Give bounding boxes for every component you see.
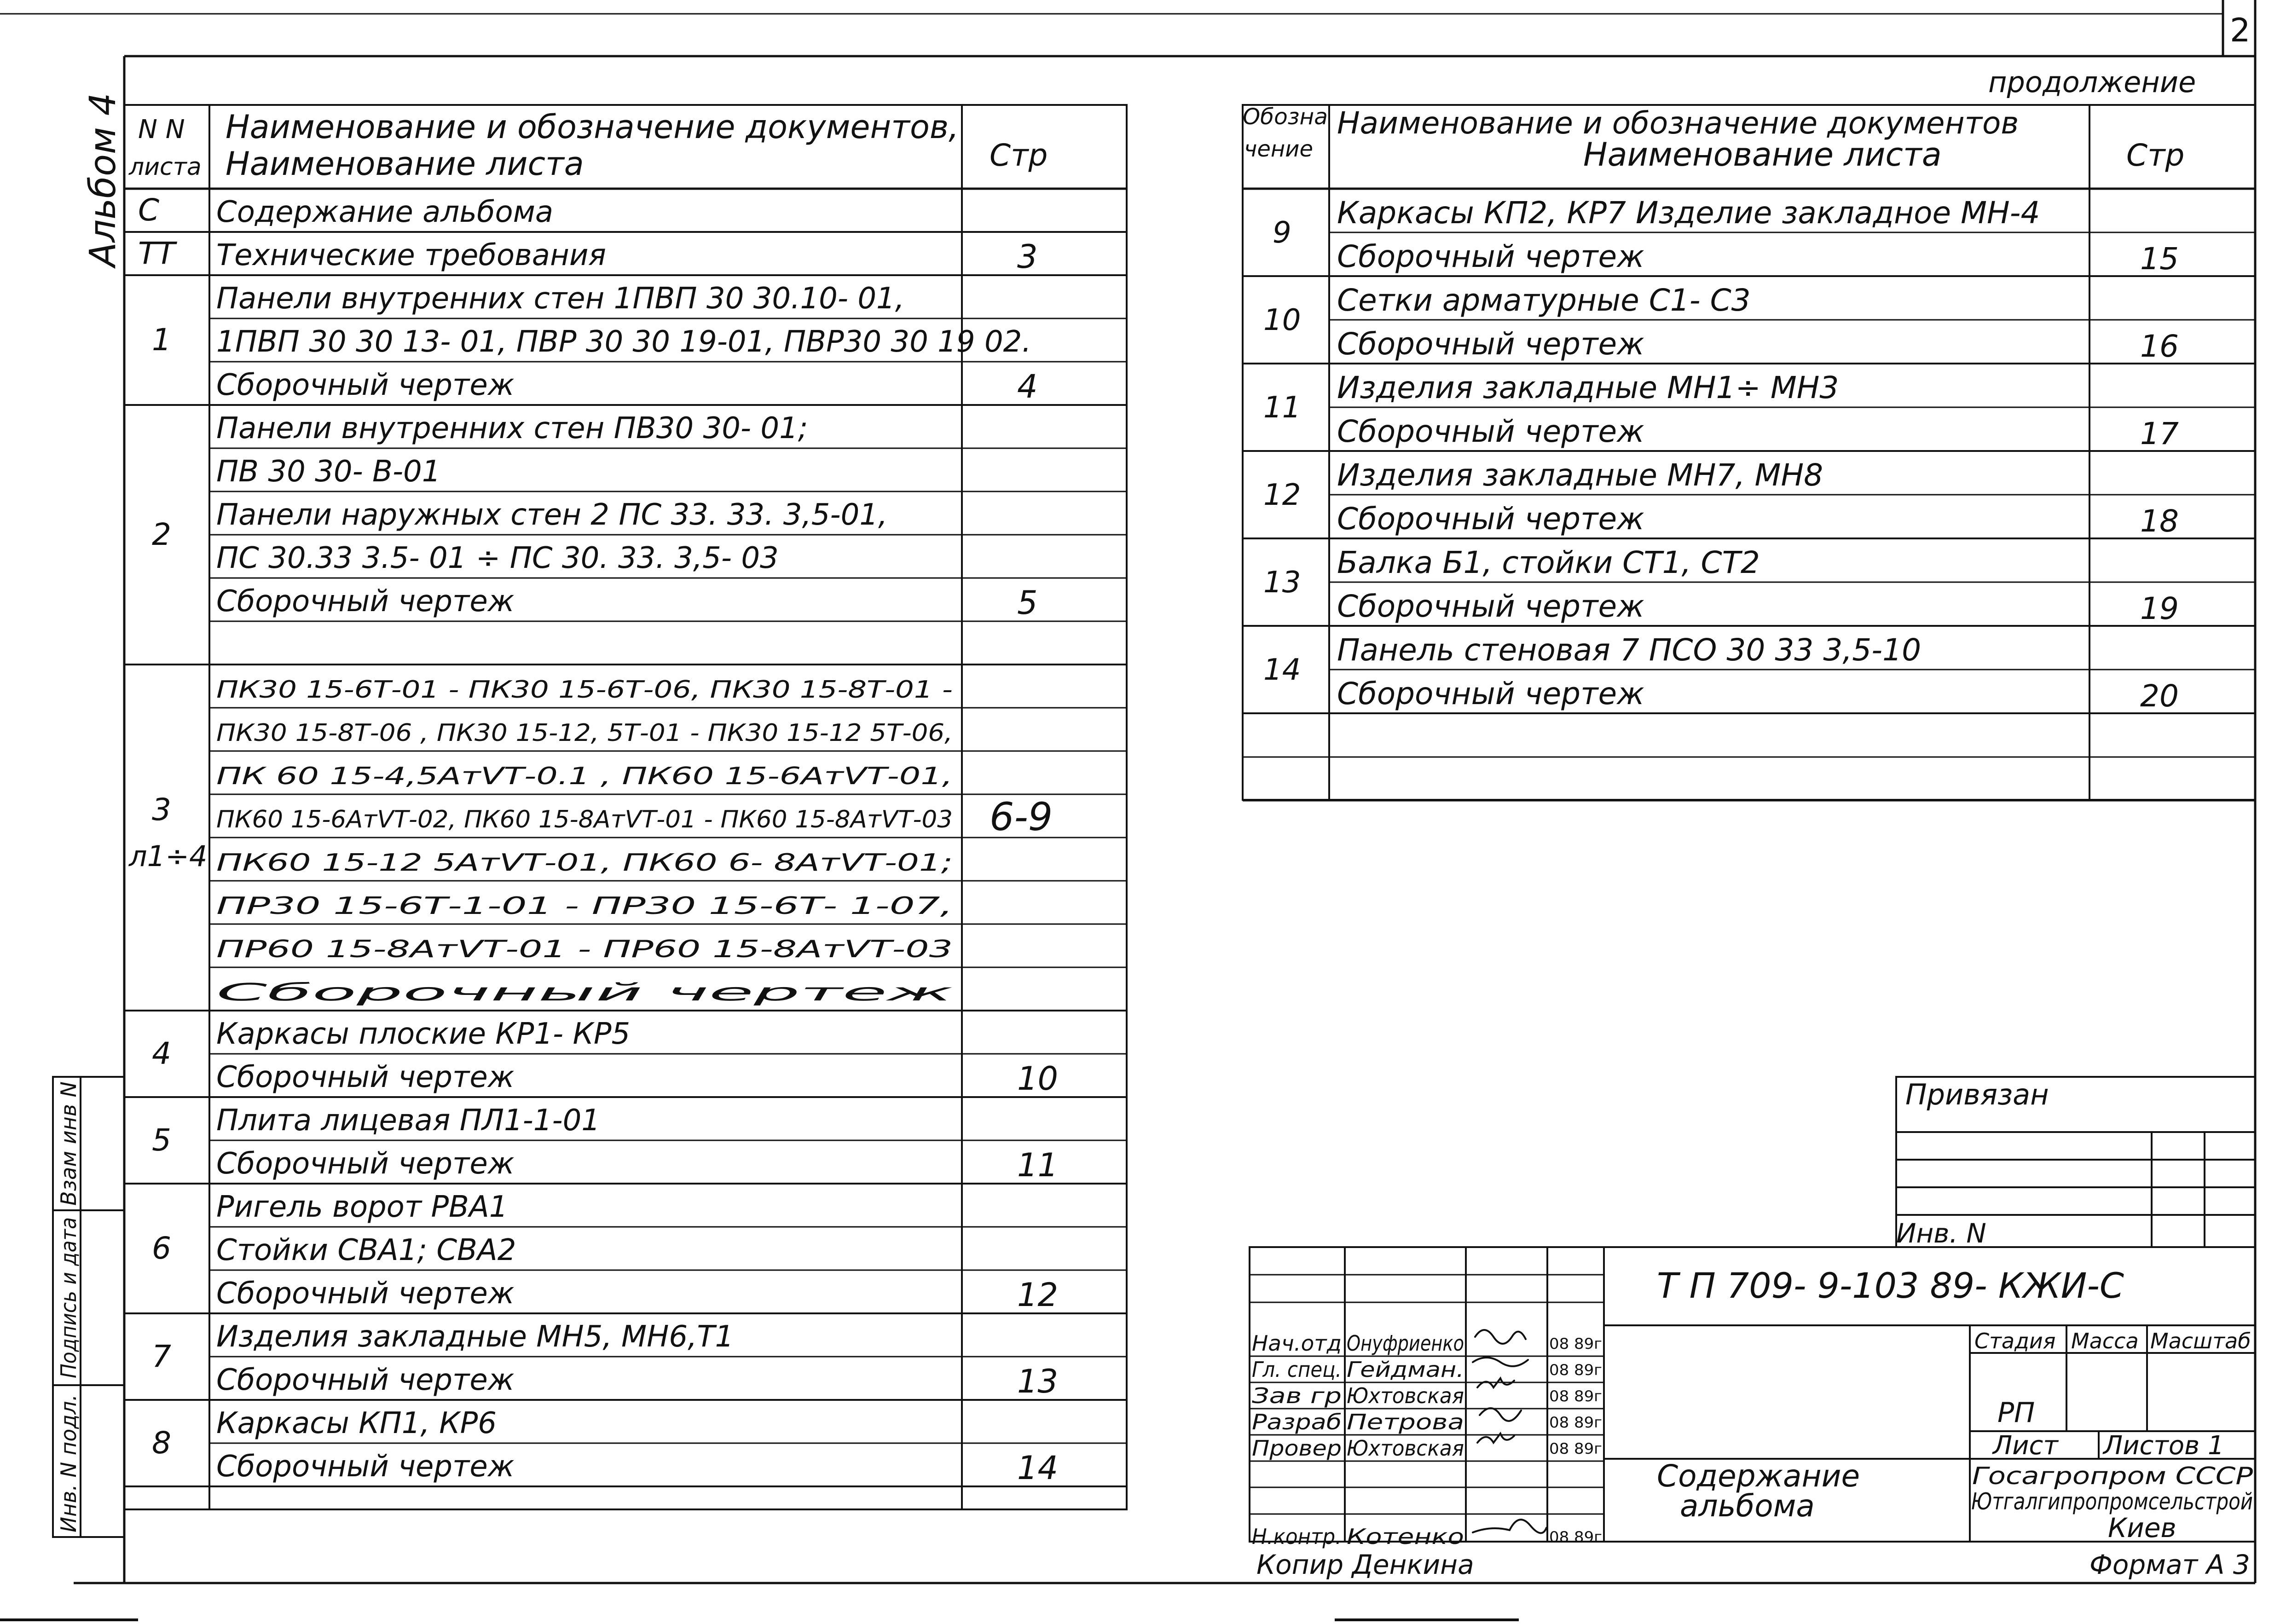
sign-role: Нач.отд	[1252, 1331, 1342, 1356]
right-row-line: Изделия закладные МН1÷ МН3	[1337, 370, 1839, 405]
right-row-page: 17	[2140, 416, 2179, 451]
margin-sign-date: Подпись и дата	[56, 1202, 81, 1378]
left-row-page: 10	[1017, 1060, 1059, 1098]
album-label: Альбом 4	[82, 92, 124, 267]
sign-date: 08 89г	[1549, 1335, 1602, 1352]
left-row-page: 14	[1017, 1449, 1059, 1487]
right-row-num: 10	[1263, 303, 1301, 337]
continuation-label: продолжение	[1988, 65, 2196, 99]
right-row-line: Сборочный чертеж	[1337, 501, 1644, 537]
sign-date: 08 89г	[1549, 1361, 1602, 1379]
privyazan-label: Привязан	[1905, 1078, 2049, 1111]
org-line2: Ютгалгипропромсельстрой	[1971, 1488, 2253, 1515]
copied-by: Копир Денкина	[1256, 1549, 1474, 1580]
right-header-num-1: Обозна	[1243, 104, 1328, 130]
left-row-line: ПК60 15-6АтVТ-02, ПК60 15-8АтVТ-01 - ПК60 15-8АтVТ-03	[216, 806, 953, 833]
left-header-page: Стр	[990, 138, 1048, 173]
left-row-line: Каркасы плоские КР1- КР5	[216, 1017, 631, 1051]
sign-date: 08 89г	[1549, 1528, 1602, 1546]
sign-role: Разраб	[1252, 1410, 1342, 1434]
left-row-page: 4	[1017, 368, 1038, 405]
left-row-line: Стойки СВА1; СВА2	[216, 1233, 516, 1267]
mass-label: Масса	[2071, 1329, 2139, 1353]
right-row-num: 14	[1263, 653, 1301, 687]
right-row-num: 9	[1273, 216, 1291, 250]
right-row-num: 12	[1263, 478, 1301, 512]
stage-value: РП	[1997, 1397, 2035, 1429]
left-row-num2: л1÷4	[129, 839, 208, 873]
sign-name: Юхтовская	[1347, 1436, 1464, 1461]
sheet-number: 2	[2230, 12, 2251, 49]
left-row-num: 3	[152, 792, 171, 827]
left-row-num: 6	[152, 1231, 171, 1266]
org-line3: Киев	[2108, 1512, 2176, 1543]
left-row-line: Сборочный чертеж	[216, 1147, 515, 1181]
left-row-num: 5	[152, 1122, 171, 1158]
left-row-line: ПК60 15-12 5АтVТ-01, ПК60 6- 8АтVТ-01;	[216, 849, 953, 877]
doc-title-line2: альбома	[1680, 1488, 1815, 1524]
sign-date: 08 89г	[1549, 1440, 1602, 1457]
sign-name: Гейдман.	[1347, 1357, 1464, 1382]
left-header-num-2: листа	[129, 153, 202, 181]
left-row-line: Технические требования	[216, 238, 606, 272]
left-row-line: ПР30 15-6Т-1-01 - ПР30 15-6Т- 1-07,	[216, 892, 953, 920]
sheet-label: Лист	[1993, 1431, 2058, 1461]
left-row-num: 7	[152, 1339, 171, 1374]
left-row-line: ПР60 15-8АтVТ-01 - ПР60 15-8АтVТ-03	[216, 936, 953, 963]
left-row-num: 2	[152, 517, 171, 552]
left-row-page: 12	[1017, 1276, 1059, 1314]
right-row-num: 13	[1263, 566, 1301, 600]
sign-date: 08 89г	[1549, 1414, 1602, 1431]
sign-date: 08 89г	[1549, 1387, 1602, 1405]
left-row-line: Панели наружных стен 2 ПС 33. 33. 3,5-01,	[216, 498, 888, 532]
left-row-num: 8	[152, 1425, 171, 1461]
sign-role: Провер	[1252, 1436, 1342, 1461]
left-row-page: 5	[1017, 584, 1038, 622]
sign-name: Петрова	[1347, 1410, 1464, 1434]
left-row-num: ТТ	[138, 236, 175, 271]
left-row-page: 6-9	[990, 794, 1053, 839]
left-row-line: Каркасы КП1, КР6	[216, 1406, 497, 1440]
left-row-line: Сборочный чертеж	[216, 979, 953, 1006]
left-row-line: Сборочный чертеж	[216, 584, 515, 618]
right-header-name-2: Наименование листа	[1583, 136, 1942, 173]
right-row-line: Каркасы КП2, КР7 Изделие закладное МН-4	[1337, 195, 2040, 231]
left-row-line: Сборочный чертеж	[216, 1277, 515, 1311]
left-row-num: С	[138, 192, 160, 228]
margin-inv-podl: Инв. N подл.	[56, 1393, 81, 1532]
left-row-line: Ригель ворот РВА1	[216, 1190, 508, 1224]
right-row-line: Сборочный чертеж	[1337, 239, 1644, 274]
left-row-num: 4	[152, 1036, 171, 1071]
left-row-line: ПК30 15-6Т-01 - ПК30 15-6Т-06, ПК30 15-8Т-01 -	[216, 676, 953, 704]
left-row-line: ПК30 15-8Т-06 , ПК30 15-12, 5Т-01 - ПК30 15-12 5Т-06,	[216, 719, 953, 747]
left-row-line: Сборочный чертеж	[216, 1450, 515, 1484]
left-row-page: 11	[1017, 1146, 1059, 1184]
left-header-name-2: Наименование листа	[226, 145, 584, 183]
right-row-line: Балка Б1, стойки СТ1, СТ2	[1337, 545, 1760, 580]
sign-role: Н.контр.	[1252, 1524, 1342, 1549]
right-row-page: 15	[2140, 241, 2179, 277]
left-header-num-1: N N	[138, 115, 185, 144]
left-row-line: Панели внутренних стен ПВ30 30- 01;	[216, 411, 808, 445]
right-row-page: 16	[2140, 329, 2179, 364]
right-row-line: Изделия закладные МН7, МН8	[1337, 457, 1823, 493]
right-header-page: Стр	[2126, 138, 2185, 173]
designation: Т П 709- 9-103 89- КЖИ-С	[1657, 1265, 2124, 1306]
sheets-label: Листов 1	[2103, 1431, 2224, 1461]
stage-label: Стадия	[1974, 1329, 2056, 1353]
org-line1: Госагропром СССР	[1972, 1462, 2253, 1490]
right-row-line: Сетки арматурные С1- С3	[1337, 283, 1751, 318]
right-header-num-2: чение	[1244, 136, 1313, 162]
left-row-line: Панели внутренних стен 1ПВП 30 30.10- 01,	[216, 282, 905, 316]
right-row-line: Сборочный чертеж	[1337, 326, 1644, 362]
scale-label: Масштаб	[2150, 1329, 2251, 1353]
left-header-name-1: Наименование и обозначение документов,	[226, 108, 959, 146]
sign-role: Зав гр	[1252, 1383, 1342, 1408]
left-row-line: ПВ 30 30- В-01	[216, 455, 441, 489]
right-row-num: 11	[1263, 391, 1301, 425]
right-row-line: Сборочный чертеж	[1337, 414, 1644, 449]
margin-vzam-inv: Взам инв N	[56, 1081, 81, 1206]
left-row-line: ПС 30.33 3.5- 01 ÷ ПС 30. 33. 3,5- 03	[216, 541, 779, 575]
left-row-line: 1ПВП 30 30 13- 01, ПВР 30 30 19-01, ПВР30 30 19 02.	[216, 325, 1031, 359]
doc-title-line1: Содержание	[1657, 1458, 1860, 1494]
sign-name: Онуфриенко	[1347, 1331, 1464, 1356]
right-row-line: Сборочный чертеж	[1337, 676, 1644, 711]
left-row-line: ПК 60 15-4,5АтVТ-0.1 , ПК60 15-6АтVТ-01,	[216, 763, 953, 790]
right-row-line: Сборочный чертеж	[1337, 589, 1644, 624]
left-row-page: 13	[1017, 1363, 1059, 1400]
left-row-line: Сборочный чертеж	[216, 1060, 515, 1094]
left-row-page: 3	[1017, 238, 1038, 276]
right-row-page: 18	[2140, 503, 2179, 539]
left-row-line: Плита лицевая ПЛ1-1-01	[216, 1104, 600, 1138]
right-header-name-1: Наименование и обозначение документов	[1337, 105, 2019, 141]
sign-name: Котенко	[1347, 1524, 1464, 1549]
right-row-page: 19	[2140, 591, 2179, 626]
left-row-line: Содержание альбома	[216, 195, 554, 229]
sign-role: Гл. спец.	[1252, 1357, 1342, 1382]
sign-name: Юхтовская	[1347, 1383, 1464, 1408]
right-row-line: Панель стеновая 7 ПСО 30 33 3,5-10	[1337, 632, 1922, 668]
format-label: Формат А 3	[2089, 1549, 2250, 1580]
left-row-line: Изделия закладные МН5, МН6,Т1	[216, 1320, 734, 1354]
left-row-num: 1	[152, 322, 171, 358]
left-row-line: Сборочный чертеж	[216, 1363, 515, 1397]
right-row-page: 20	[2140, 678, 2179, 714]
privyazan-inv-label: Инв. N	[1896, 1218, 1986, 1249]
left-row-line: Сборочный чертеж	[216, 368, 515, 402]
